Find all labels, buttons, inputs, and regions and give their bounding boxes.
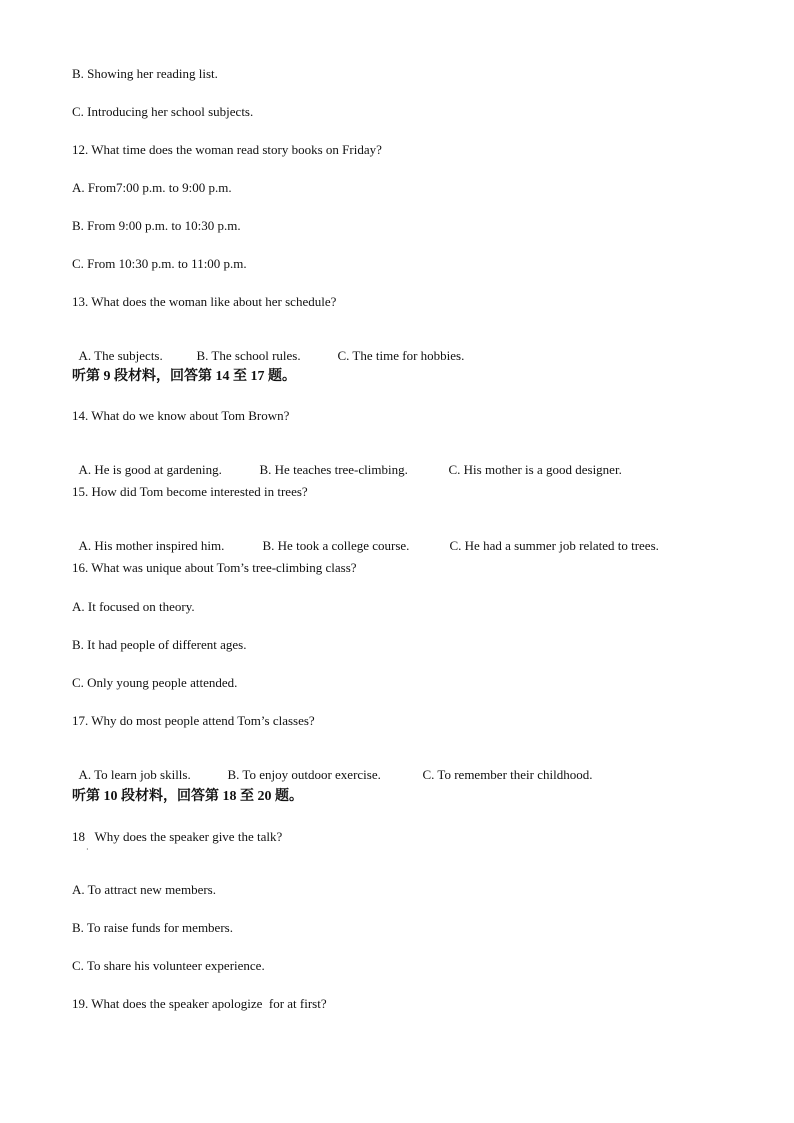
option-17c: C. To remember their childhood.: [422, 767, 593, 782]
question-13: 13. What does the woman like about her schedule?: [72, 294, 337, 309]
options-17: [72, 751, 592, 783]
option-14a: A. He is good at gardening.: [78, 462, 222, 477]
section-heading-10: 听第 10 段材料，回答第 18 至 20 题。: [72, 789, 303, 804]
option-16b: B. It had people of different ages.: [72, 637, 247, 652]
question-12: 12. What time does the woman read story books on Friday?: [72, 142, 382, 157]
option-18a: A. To attract new members.: [72, 882, 216, 897]
option-13c: C. The time for hobbies.: [337, 348, 465, 363]
options-14: [72, 446, 622, 478]
option-13b: B. The school rules.: [196, 348, 301, 363]
option-12c: C. From 10:30 p.m. to 11:00 p.m.: [72, 256, 247, 271]
option-16a: A. It focused on theory.: [72, 599, 195, 614]
option-16c: C. Only young people attended.: [72, 675, 238, 690]
option-14b: B. He teaches tree-climbing.: [259, 462, 408, 477]
option-15a: A. His mother inspired him.: [78, 538, 225, 553]
question-17: 17. Why do most people attend Tom’s classes?: [72, 713, 315, 728]
option-11b: B. Showing her reading list.: [72, 66, 218, 81]
option-18c: C. To share his volunteer experience.: [72, 958, 265, 973]
question-19: 19. What does the speaker apologize for at first?: [72, 996, 327, 1011]
option-14c: C. His mother is a good designer.: [448, 462, 622, 477]
option-13a: A. The subjects.: [78, 348, 163, 363]
question-14: 14. What do we know about Tom Brown?: [72, 408, 290, 423]
stray-dot: ·: [86, 845, 89, 854]
option-11c: C. Introducing her school subjects.: [72, 104, 254, 119]
option-17b: B. To enjoy outdoor exercise.: [227, 767, 381, 782]
question-18: 18 Why does the speaker give the talk?: [72, 829, 283, 844]
section-heading-9: 听第 9 段材料，回答第 14 至 17 题。: [72, 369, 296, 384]
option-12a: A. From7:00 p.m. to 9:00 p.m.: [72, 180, 232, 195]
option-17a: A. To learn job skills.: [78, 767, 191, 782]
options-15: [72, 522, 659, 554]
option-18b: B. To raise funds for members.: [72, 920, 233, 935]
option-15b: B. He took a college course.: [262, 538, 410, 553]
question-15: 15. How did Tom become interested in trees?: [72, 484, 308, 499]
options-13: [72, 332, 464, 364]
question-16: 16. What was unique about Tom’s tree-climbing class?: [72, 560, 357, 575]
option-12b: B. From 9:00 p.m. to 10:30 p.m.: [72, 218, 241, 233]
option-15c: C. He had a summer job related to trees.: [449, 538, 659, 553]
